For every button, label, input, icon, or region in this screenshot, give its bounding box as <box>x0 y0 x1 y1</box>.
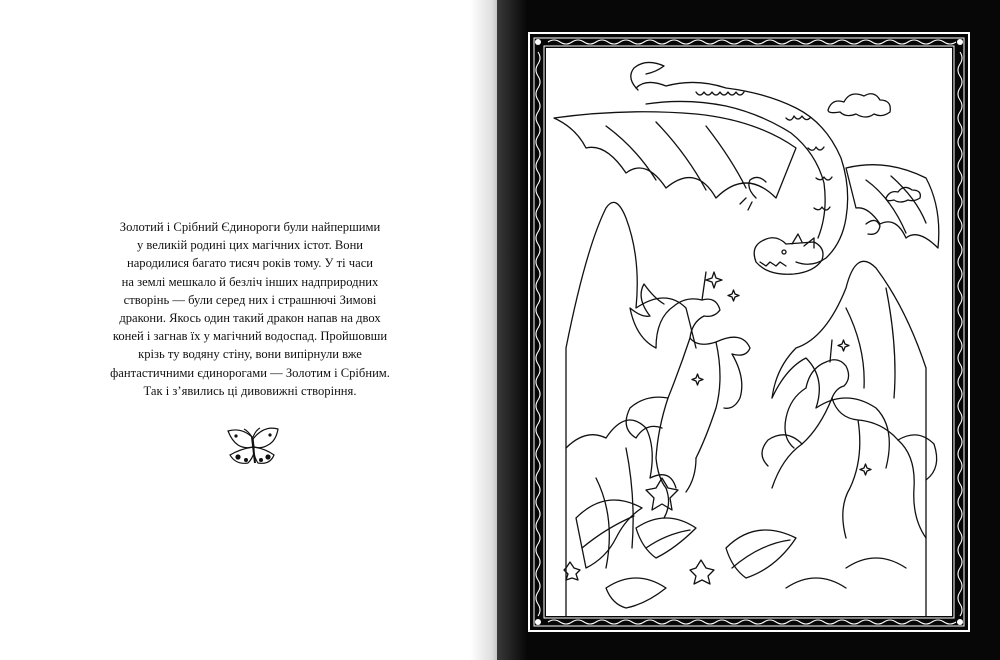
story-text <box>90 218 410 400</box>
butterfly-icon <box>222 425 284 469</box>
story-line: коней і загнав їх у магічний водоспад. Пройшовши <box>112 329 388 344</box>
story-line: Так і з’явились ці дивовижні створіння. <box>143 383 357 398</box>
story-line: Золотий і Срібний Єдинороги були найпершими <box>119 220 381 234</box>
story-line: створінь — були серед них і страшнючі Зимові <box>123 292 377 307</box>
left-page <box>0 0 497 660</box>
story-line: фантастичними єдинорогами — Золотим і Срібним. <box>110 365 390 380</box>
story-line: на землі мешкало й безліч інших надприродних <box>121 274 379 289</box>
page-edge-shadow <box>497 0 527 660</box>
story-line: дракони. Якось один такий дракон напав на двох <box>119 311 381 326</box>
story-line: крізь ту водяну стіну, вони випірнули вже <box>138 347 362 362</box>
story-line: народилися багато тисяч років тому. У ті часи <box>126 256 374 271</box>
story-line: у великій родині цих магічних істот. Вони <box>136 238 364 253</box>
dragon-and-unicorns-illustration <box>546 48 952 616</box>
